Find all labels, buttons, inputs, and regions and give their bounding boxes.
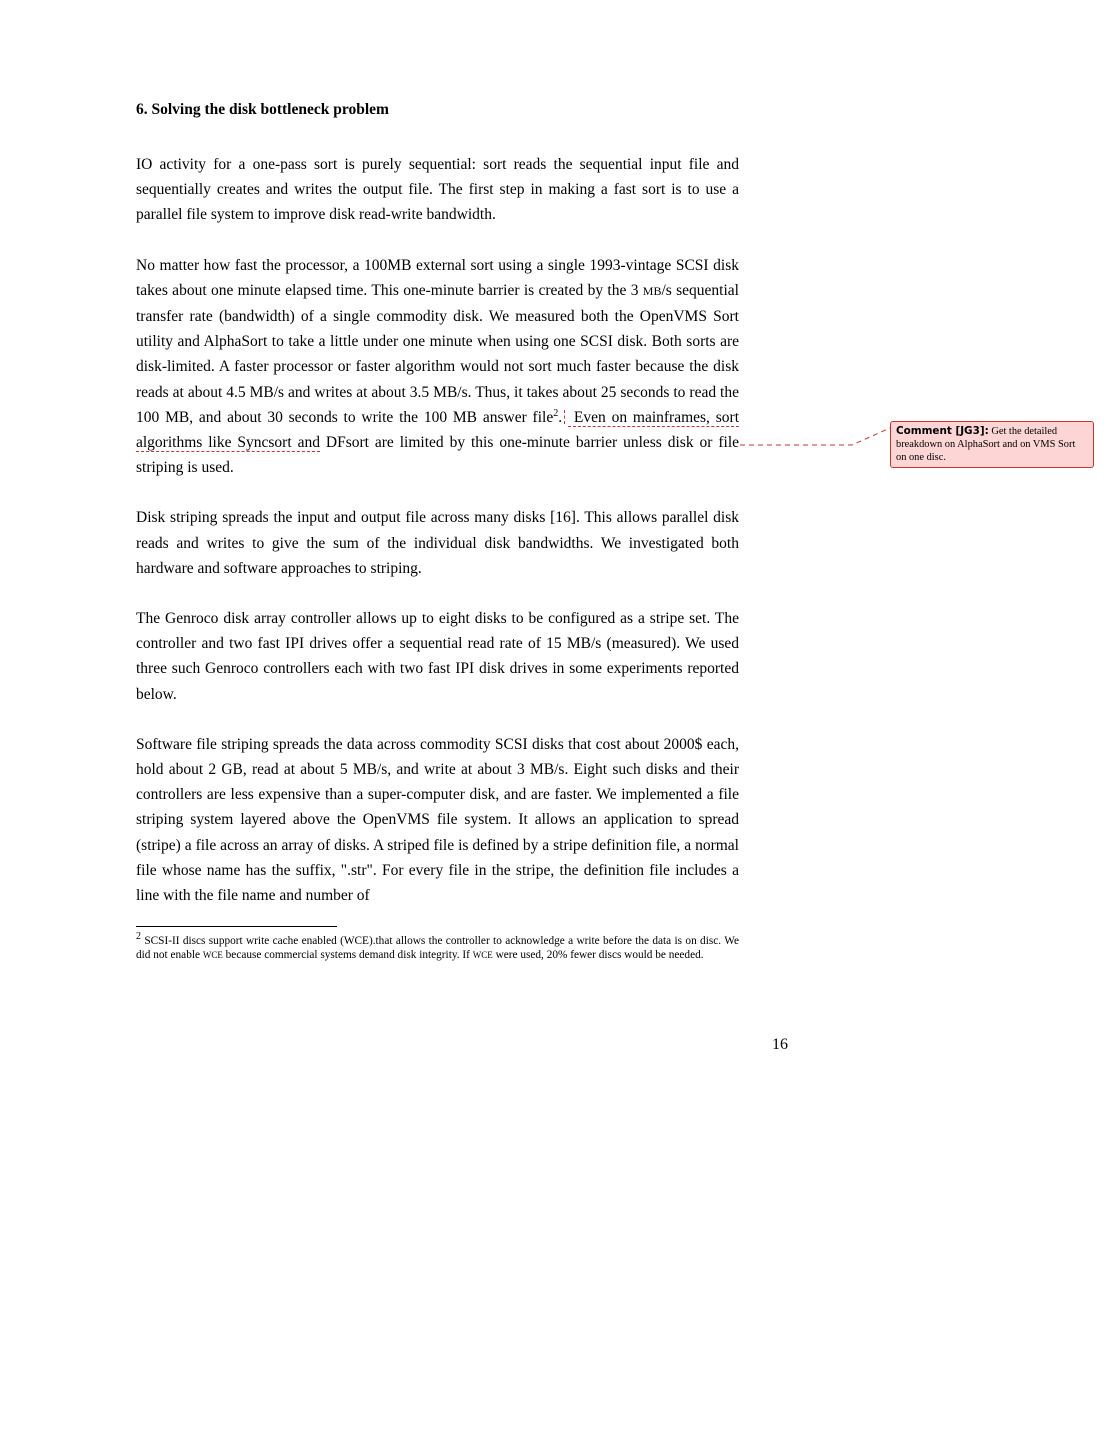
paragraph-5: Software file striping spreads the data across commodity SCSI disks that cost about 2000$ each, hold about 2 GB, read at about 5 MB/s, and write at about 3 MB/s. Eight such disks and their controllers are less expensive than a super-computer disk, and are faster. We implemented a file striping system layered above the OpenVMS file system. It allows an application to spread (stripe) a file across an array of disks. A striped file is defined by a stripe definition file, a normal file whose name has the suffix, ".str". For every file in the stripe, the definition file includes a line with the file name and number of [136,735,739,905]
main-text-column [136,96,739,933]
comment-text: Get the detailed breakdown on AlphaSort and on VMS Sort on one disc. [896,426,1076,463]
footnote-text-c: were used, 20% fewer discs would be needed. [492,949,704,962]
page-number: 16 [772,1036,788,1053]
footnote-text-b: because commercial systems demand disk integrity. If [222,949,473,962]
comment-balloon[interactable] [890,421,1094,468]
section-title: 6. Solving the disk bottleneck problem [136,101,389,118]
small-caps-mb: MB [642,283,662,298]
commented-text-range[interactable]: Even on mainframes, sort algorithms like Syncsort and [136,408,739,452]
paragraph-4: The Genroco disk array controller allows up to eight disks to be configured as a stripe set. The controller and two fast IPI drives offer a sequential read rate of 15 MB/s (measured). We used three such Genroco controllers each with two fast IPI disk drives in some experiments reported below. [136,610,739,703]
paragraph-2-part-a: No matter how fast the processor, a 100MB external sort using a single 1993-vintage SCSI disk takes about one minute elapsed time. This one-minute barrier is created by the 3 [136,256,739,299]
footnote-wce-1: WCE [202,950,223,961]
paragraph-2 [136,253,739,481]
footnote-wce-2: WCE [472,950,493,961]
footnote-reference[interactable]: 2 [553,407,559,419]
paragraph-2-part-c: . [558,408,563,426]
comment-label: Comment [JG3]: [896,425,989,437]
paragraph-1: IO activity for a one-pass sort is purely sequential: sort reads the sequential input file and sequentially creates and writes the output file. The first step in making a fast sort is to use a parallel file system to improve disk read-write bandwidth. [136,156,739,224]
footnote-separator [136,926,337,927]
footnote-text-a: SCSI-II discs support write cache enabled (WCE).that allows the controller to acknowledge a write before the data is on disc. We did not enable [136,935,739,962]
paragraph-2-part-b: /s sequential transfer rate (bandwidth) of a single commodity disk. We measured both the OpenVMS Sort utility and AlphaSort to take a little under one minute when using one SCSI disk. Both sorts are disk-limited. A faster processor or faster algorithm would not sort much faster because the disk reads at about 4.5 MB/s and writes at about 3.5 MB/s. Thus, it takes about 25 seconds to read the 100 MB, and about 30 seconds to write the 100 MB answer file [136,281,739,426]
footnote [136,931,739,962]
paragraph-3: Disk striping spreads the input and output file across many disks [16]. This allows parallel disk reads and writes to give the sum of the individual disk bandwidths. We investigated both hardware and software approaches to striping. [136,509,739,577]
paragraph-2-part-e: DFsort are limited by this one-minute barrier unless disk or file striping is used. [136,434,740,477]
comment-anchor-marker[interactable] [564,410,566,424]
footnote-number: 2 [136,931,141,943]
